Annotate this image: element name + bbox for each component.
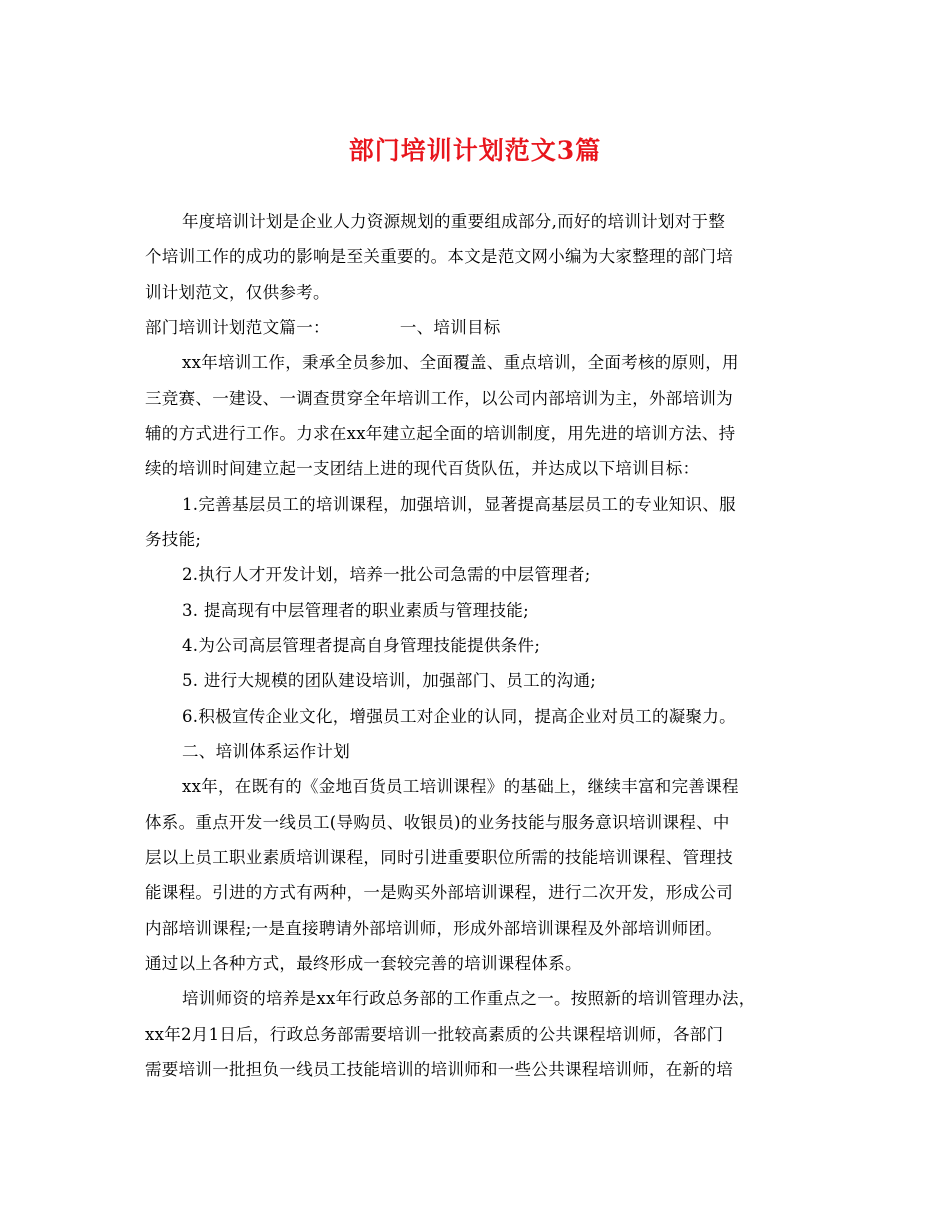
section-heading: 二、培训体系运作计划 (182, 742, 350, 761)
paragraph-line: xx年培训工作，秉承全员参加、全面覆盖、重点培训，全面考核的原则，用 (182, 353, 739, 372)
paragraph-line: xx年，在既有的《金地百货员工培训课程》的基础上，继续丰富和完善课程 (182, 777, 739, 796)
paragraph-line: 能课程。引进的方式有两种，一是购买外部培训课程，进行二次开发，形成公司 (145, 883, 733, 902)
section-heading-line (145, 316, 501, 340)
list-item: 5. 进行大规模的团队建设培训，加强部门、员工的沟通; (182, 671, 597, 690)
section-heading: 一、培训目标 (399, 318, 501, 337)
list-item: 6.积极宣传企业文化，增强员工对企业的认同，提高企业对员工的凝聚力。 (182, 707, 736, 726)
paragraph-line: 年度培训计划是企业人力资源规划的重要组成部分,而好的培训计划对于整 (182, 212, 726, 231)
paragraph-line: xx年2月1日后，行政总务部需要培训一批较高素质的公共课程培训师，各部门 (145, 1025, 724, 1044)
paragraph-line: 辅的方式进行工作。力求在xx年建立起全面的培训制度，用先进的培训方法、持 (145, 424, 736, 443)
paragraph-line: 体系。重点开发一线员工(导购员、收银员)的业务技能与服务意识培训课程、中 (145, 813, 730, 832)
paragraph-line: 需要培训一批担负一线员工技能培训的培训师和一些公共课程培训师，在新的培 (145, 1060, 733, 1079)
list-item: 2.执行人才开发计划，培养一批公司急需的中层管理者; (182, 565, 591, 584)
paragraph-line: 培训师资的培养是xx年行政总务部的工作重点之一。按照新的培训管理办法， (182, 989, 756, 1008)
list-item: 1.完善基层员工的培训课程，加强培训，显著提高基层员工的专业知识、服 (182, 495, 736, 514)
paragraph-line: 通过以上各种方式，最终形成一套较完善的培训课程体系。 (145, 954, 582, 973)
list-item: 4.为公司高层管理者提高自身管理技能提供条件; (182, 636, 541, 655)
paragraph-line: 层以上员工职业素质培训课程，同时引进重要职位所需的技能培训课程、管理技 (145, 848, 733, 867)
paragraph-line: 训计划范文，仅供参考。 (145, 283, 330, 302)
paragraph-line: 内部培训课程;一是直接聘请外部培训师，形成外部培训课程及外部培训师团。 (145, 919, 723, 938)
paragraph-line: 个培训工作的成功的影响是至关重要的。本文是范文网小编为大家整理的部门培 (145, 247, 733, 266)
list-item: 3. 提高现有中层管理者的职业素质与管理技能; (182, 601, 529, 620)
document-title: 部门培训计划范文3篇 (348, 136, 602, 165)
paragraph-line: 三竞赛、一建设、一调查贯穿全年培训工作，以公司内部培训为主，外部培训为 (145, 389, 733, 408)
paragraph-line: 续的培训时间建立起一支团结上进的现代百货队伍，并达成以下培训目标： (145, 459, 700, 478)
article-label: 部门培训计划范文篇一： (145, 318, 330, 337)
list-item-continuation: 务技能; (145, 530, 202, 549)
